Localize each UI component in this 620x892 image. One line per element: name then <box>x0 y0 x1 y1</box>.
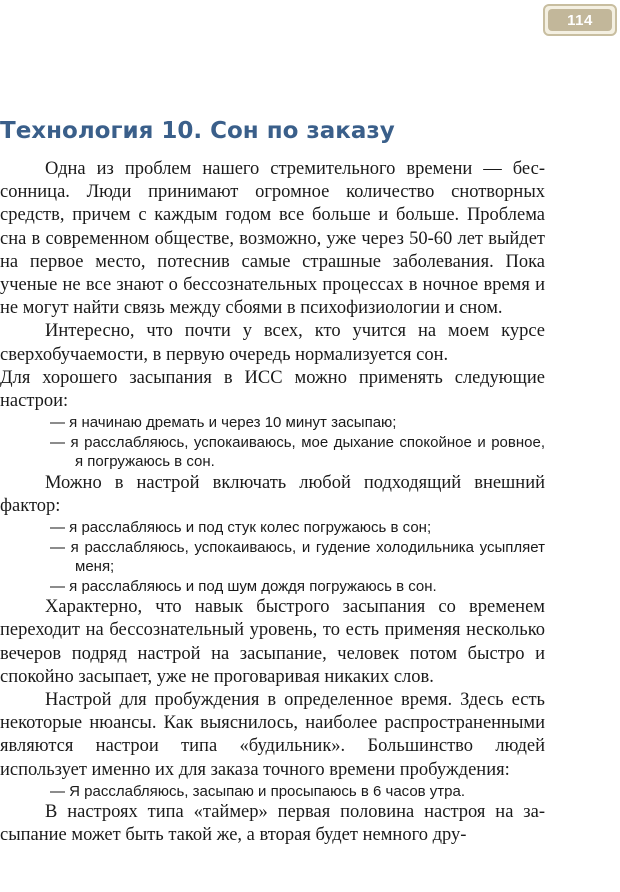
paragraph-sleep-settings: Для хорошего засыпания в ИСС можно применять следующие настрои: <box>0 367 545 412</box>
list-item: — я расслабляюсь, успокаиваюсь, мое дыхание спокойное и ровное, я погружаюсь в сон. <box>50 433 545 471</box>
list-wakeup <box>0 782 545 802</box>
list-item: — Я расслабляюсь, засыпаю и просыпаюсь в 6 часов утра. <box>50 782 466 800</box>
paragraph-habit: Характерно, что навык быстрого засыпания со временем переходит на бессознательный уровень, то есть применяя несколько вечеров подряд настрой на засыпание, человек потом быстро и спокойно засыпает, уже не проговаривая никаких слов. <box>0 597 545 687</box>
document-body <box>0 158 545 848</box>
list-item: — я расслабляюсь, успокаиваюсь, и гудение холодильника усыпляет меня; <box>50 538 545 576</box>
paragraph-course: Интересно, что почти у всех, кто учится на моем курсе сверхобучаемости, в первую очередь нормализуется сон. <box>0 321 545 365</box>
paragraph-external-factor: Можно в настрой включать любой подходящий внешний фактор: <box>0 472 545 516</box>
paragraph-timer: В настроях типа «таймер» первая половина настроя на засыпание может быть такой же, а вторая будет немного дру- <box>0 802 545 846</box>
page-number: 114 <box>548 9 612 31</box>
page-number-badge <box>543 4 617 36</box>
section-heading: Технология 10. Сон по заказу <box>0 118 395 144</box>
paragraph-wakeup: Настрой для пробуждения в определенное время. Здесь есть некоторые нюансы. Как выяснилось, наиболее распространенными являются настрои типа «будильник». Большинство людей использует именно их для заказа точного времени пробуждения: <box>0 689 545 780</box>
list-item: — я расслабляюсь и под шум дождя погружаюсь в сон. <box>50 577 437 595</box>
list-sleep-settings <box>0 413 545 472</box>
paragraph-intro: Одна из проблем нашего стремительного времени — бессонница. Люди принимают огромное количество снотворных средств, причем с каждым годом все больше и больше. Проблема сна в современном обществе, возможно, уже через 50-60 лет выйдет на первое место, потеснив самые страшные заболевания. Пока ученые не все знают о бессознательных процессах в ночное время и не могут найти связь между сбоями в психофизиологии и сном. <box>0 159 545 319</box>
list-item: — я начинаю дремать и через 10 минут засыпаю; <box>50 414 397 432</box>
list-external-factor <box>0 518 545 596</box>
list-item: — я расслабляюсь и под стук колес погружаюсь в сон; <box>50 519 432 537</box>
